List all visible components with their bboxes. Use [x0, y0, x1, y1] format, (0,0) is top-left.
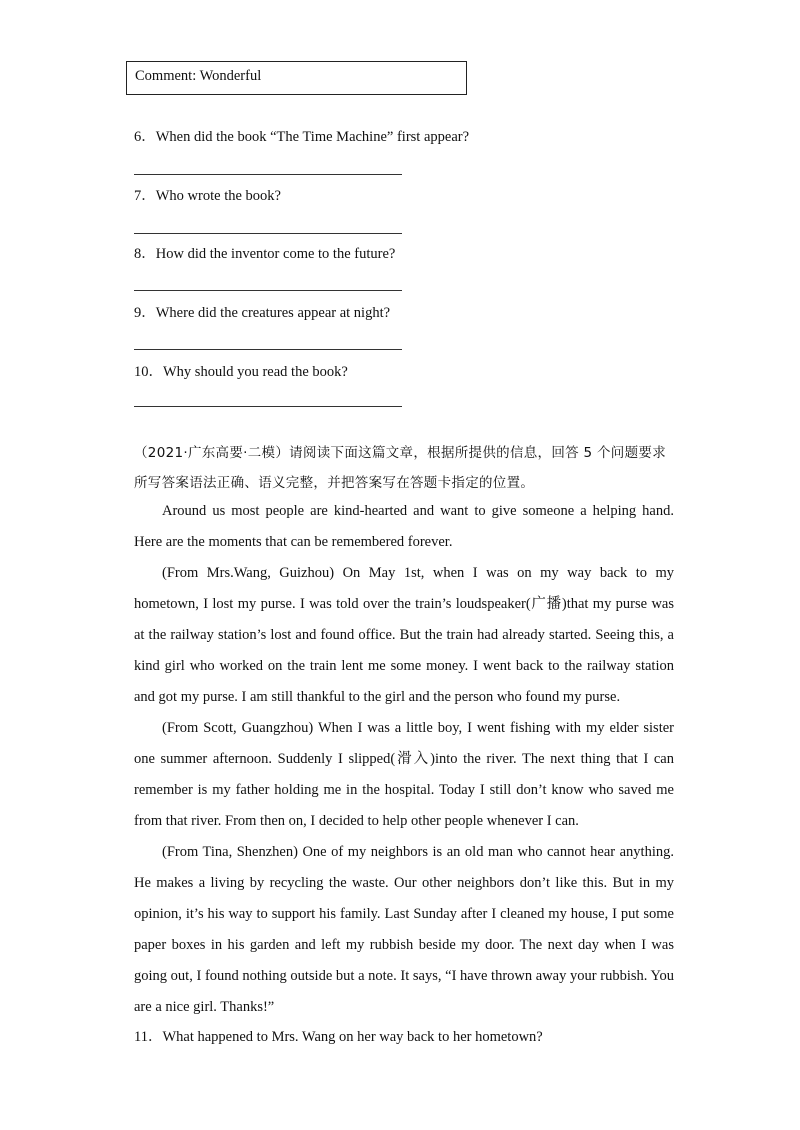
passage-mrs-wang: (From Mrs.Wang, Guizhou) On May 1st, when I was on my way back to my hometown, I lost my purse. I was told over the train’s loudspeaker(广播)that my purse was at the railway station’s lost and found office. But the train had already started. Seeing this, a kind girl who worked on the train lent me some money. I went back to the railway station and got my purse. I am still thankful to the girl and the person who found my purse.: [134, 565, 674, 705]
question-7: 7．Who wrote the book?: [134, 188, 281, 204]
question-8: 8．How did the inventor come to the future?: [134, 246, 396, 262]
answer-line-10[interactable]: [134, 406, 402, 407]
passage-tina: (From Tina, Shenzhen) One of my neighbors is an old man who cannot hear anything. He makes a living by recycling the waste. Our other neighbors don’t like this. But in my opinion, it’s his way to support his family. Last Sunday after I cleaned my house, I put some paper boxes in his garden and left my rubbish beside my door. The next day when I was going out, I found nothing outside but a note. It says, “I have thrown away your rubbish. You are a nice girl. Thanks!”: [134, 844, 674, 1015]
passage-scott: (From Scott, Guangzhou) When I was a little boy, I went fishing with my elder sister one summer afternoon. Suddenly I slipped(滑入)into the river. The next thing that I can remember is my father holding me in the hospital. Today I still don’t know who saved me from that river. From then on, I decided to help other people whenever I can.: [134, 720, 674, 829]
answer-line-9[interactable]: [134, 349, 402, 350]
comment-text: Comment: Wonderful: [135, 68, 262, 84]
question-9: 9．Where did the creatures appear at night?: [134, 305, 391, 321]
passage: [134, 496, 674, 1023]
instruction-line-2: 所写答案语法正确、语义完整，并把答案写在答题卡指定的位置。: [134, 475, 535, 491]
answer-line-6[interactable]: [134, 174, 402, 175]
question-11: 11．What happened to Mrs. Wang on her way back to her hometown?: [134, 1029, 543, 1045]
question-6: 6．When did the book “The Time Machine” first appear?: [134, 129, 470, 145]
question-10: 10．Why should you read the book?: [134, 364, 348, 380]
instruction-line-1: （2021·广东高要·二模）请阅读下面这篇文章，根据所提供的信息，回答 5 个问题要求: [134, 445, 667, 461]
comment-box: [126, 61, 467, 95]
answer-line-7[interactable]: [134, 233, 402, 234]
passage-intro: Around us most people are kind-hearted and want to give someone a helping hand. Here are the moments that can be remembered forever.: [134, 503, 674, 550]
answer-line-8[interactable]: [134, 290, 402, 291]
